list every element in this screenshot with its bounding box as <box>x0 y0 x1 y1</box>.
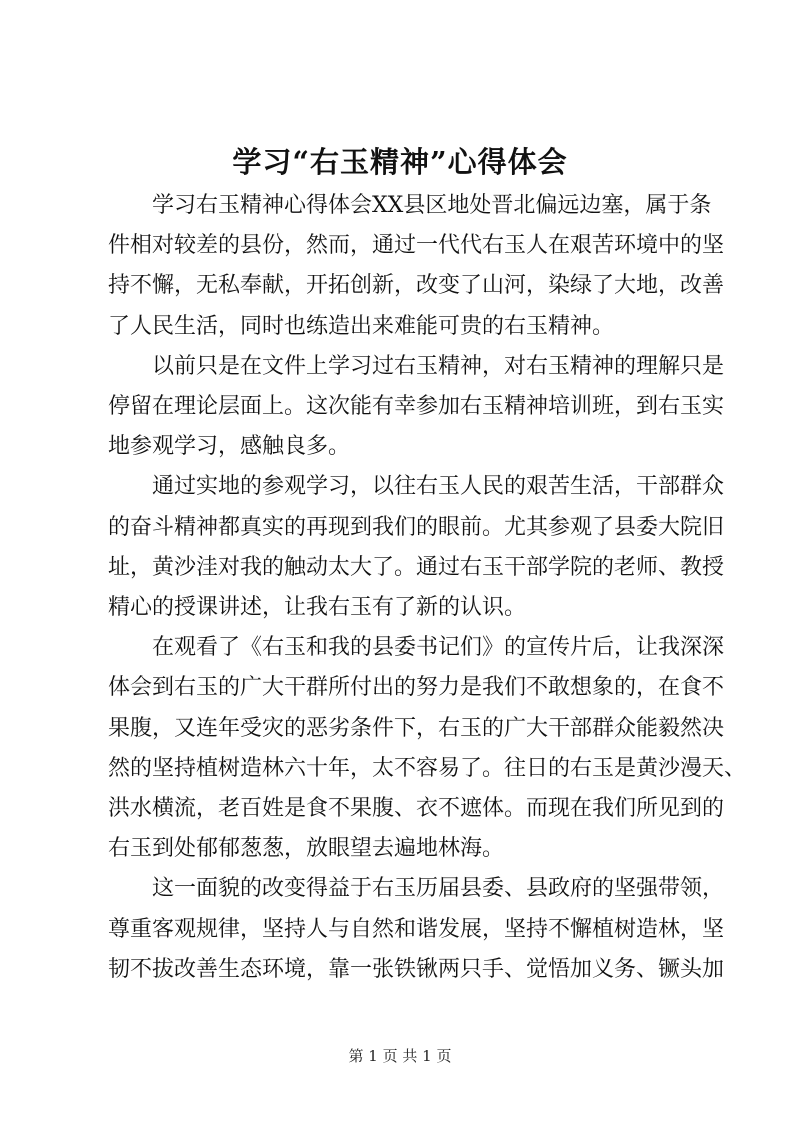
text-line: 体会到右玉的广大干群所付出的努力是我们不敢想象的，在食不 <box>108 675 725 701</box>
text-line: 右玉到处郁郁葱葱，放眼望去遍地林海。 <box>108 836 505 862</box>
text-line: 这一面貌的改变得益于右玉历届县委、县政府的坚强带领， <box>152 876 725 902</box>
paragraph <box>108 628 747 869</box>
text-line: 洪水横流，老百姓是食不果腹、衣不遮体。而现在我们所见到的 <box>108 796 725 822</box>
text-line: 停留在理论层面上。这次能有幸参加右玉精神培训班，到右玉实 <box>108 394 725 420</box>
text-line: 持不懈，无私奉献，开拓创新，改变了山河，染绿了大地，改善 <box>108 273 725 299</box>
text-line: 果腹，又连年受灾的恶劣条件下，右玉的广大干部群众能毅然决 <box>108 715 725 741</box>
text-line: 址，黄沙洼对我的触动太大了。通过右玉干部学院的老师、教授 <box>108 554 725 580</box>
text-line: 了人民生活，同时也练造出来难能可贵的右玉精神。 <box>108 313 615 339</box>
text-line: 学习右玉精神心得体会XX县区地处晋北偏远边塞，属于条 <box>152 193 712 218</box>
text-line: 通过实地的参观学习，以往右玉人民的艰苦生活，干部群众 <box>152 474 725 500</box>
paragraph <box>108 186 725 347</box>
paragraph <box>108 869 725 990</box>
text-line: 在观看了《右玉和我的县委书记们》的宣传片后，让我深深 <box>152 635 725 661</box>
text-line: 件相对较差的县份，然而，通过一代代右玉人在艰苦环境中的坚 <box>108 233 725 259</box>
document-body <box>108 186 747 990</box>
text-line: 精心的授课讲述，让我右玉有了新的认识。 <box>108 595 527 621</box>
text-line: 的奋斗精神都真实的再现到我们的眼前。尤其参观了县委大院旧 <box>108 514 725 540</box>
document-title: 学习“右玉精神”心得体会 <box>232 145 568 179</box>
text-line: 韧不拔改善生态环境，靠一张铁锹两只手、觉悟加义务、镢头加 <box>108 956 725 982</box>
text-line: 然的坚持植树造林六十年，太不容易了。往日的右玉是黄沙漫天、 <box>108 755 747 781</box>
page-footer: 第 1 页 共 1 页 <box>348 1047 452 1065</box>
text-line: 尊重客观规律，坚持人与自然和谐发展，坚持不懈植树造林，坚 <box>108 916 725 942</box>
text-line: 以前只是在文件上学习过右玉精神，对右玉精神的理解只是 <box>152 353 725 379</box>
paragraph <box>108 467 725 628</box>
text-line: 地参观学习，感触良多。 <box>108 434 351 460</box>
paragraph <box>108 347 725 468</box>
